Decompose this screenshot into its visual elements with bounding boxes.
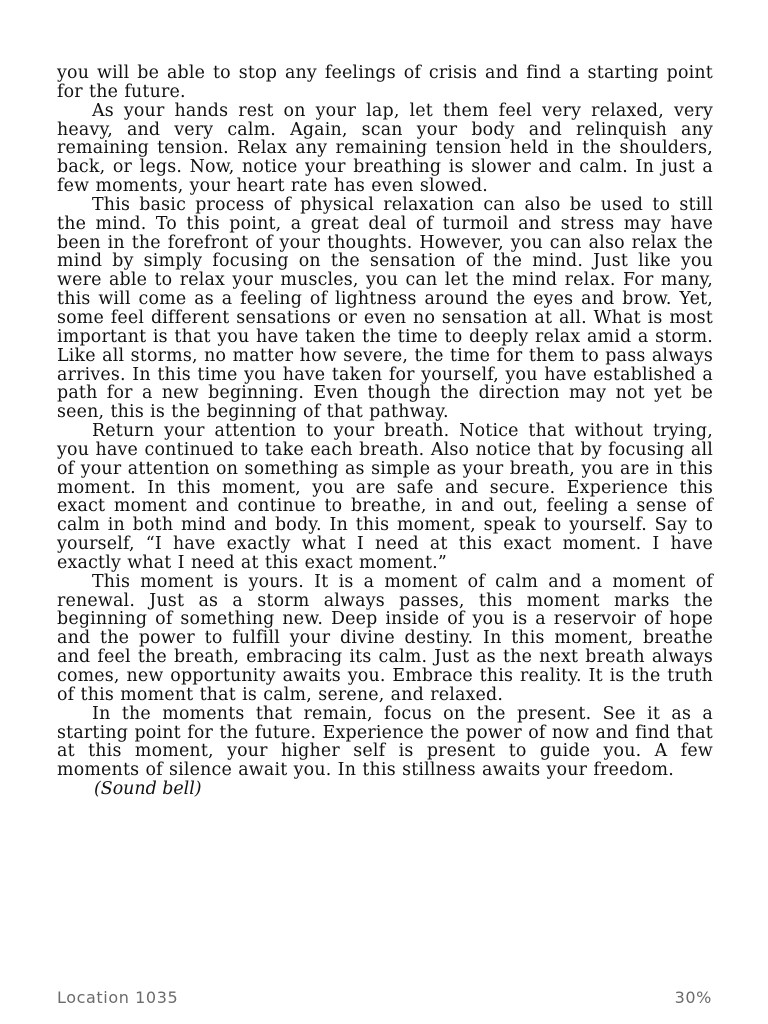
reading-progress-footer <box>57 988 712 1007</box>
reader-page[interactable] <box>57 64 713 799</box>
body-paragraph: Return your attention to your breath. Notice that without trying, you have continued to take each breath. Also notice that by focusing all of your attention on something as simple as your breath, you are in this moment. In this moment, you are safe and secure. Experience this exact moment and continue to breathe, in and out, feeling a sense of calm in both mind and body. In this moment, speak to yourself. Say to yourself, “I have exactly what I need at this exact moment. I have exactly what I need at this exact moment.” <box>57 421 713 573</box>
body-paragraph: This basic process of physical relaxation can also be used to still the mind. To this point, a great deal of turmoil and stress may have been in the forefront of your thoughts. However, you can also relax the mind by simply focusing on the sensation of the mind. Just like you were able to relax your muscles, you can let the mind relax. For many, this will come as a feeling of lightness around the eyes and brow. Yet, some feel different sensations or even no sensation at all. What is most important is that you have taken the time to deeply relax amid a storm. Like all storms, no matter how severe, the time for them to pass always arrives. In this time you have taken for yourself, you have established a path for a new beginning. Even though the direction may not yet be seen, this is the beginning of that pathway. <box>57 194 713 423</box>
progress-percent[interactable]: 30% <box>674 988 712 1007</box>
stage-direction: (Sound bell) <box>94 779 202 800</box>
body-paragraph: As your hands rest on your lap, let them feel very relaxed, very heavy, and very calm. Again, scan your body and relinquish any remaining tension. Relax any remaining tension held in the shoulders, back, or legs. Now, notice your breathing is slower and calm. In just a few moments, your heart rate has even slowed. <box>57 100 713 197</box>
body-paragraph: This moment is yours. It is a moment of calm and a moment of renewal. Just as a storm always passes, this moment marks the beginning of something new. Deep inside of you is a reservoir of hope and the power to fulfill your divine destiny. In this moment, breathe and feel the breath, embracing its calm. Just as the next breath always comes, new opportunity awaits you. Embrace this reality. It is the truth of this moment that is calm, serene, and relaxed. <box>57 571 713 705</box>
body-paragraph: In the moments that remain, focus on the present. See it as a starting point for the future. Experience the power of now and find that at this moment, your higher self is present to guide you. A few moments of silence await you. In this stillness awaits your freedom. <box>57 703 713 781</box>
body-paragraph: you will be able to stop any feelings of crisis and find a starting point for the future. <box>57 63 713 102</box>
location-indicator[interactable]: Location 1035 <box>57 988 179 1007</box>
